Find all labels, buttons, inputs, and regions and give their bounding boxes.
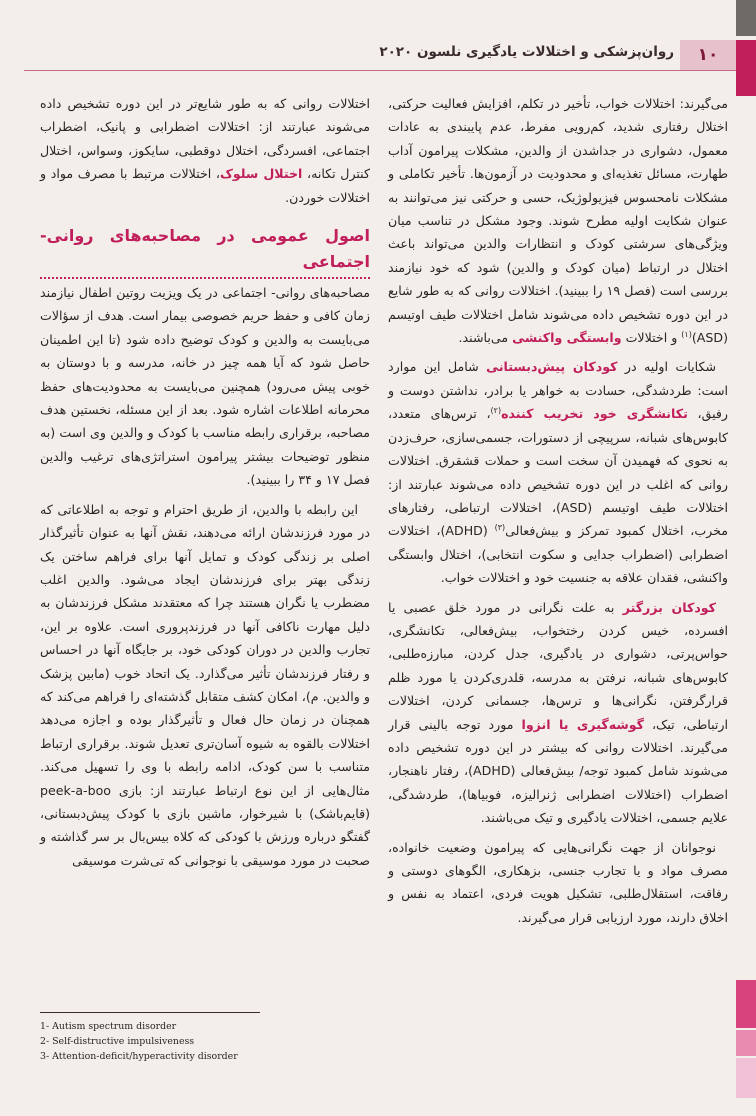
edge-tab-2 <box>736 1030 756 1056</box>
edge-tab-grey <box>736 0 756 36</box>
paragraph: کودکان بزرگتر به علت نگرانی در مورد خلق عصبی یا افسرده، خیس کردن رختخواب، بیش‌فعالی، تکانشگری، حواس‌پرتی، دشواری در یادگیری، جدل کردن، مبارزه‌طلبی، کابوس‌های شبانه، نرفتن به مدرسه، قلدری‌کردن یا مورد ظلم قرارگرفتن، نگرانی‌ها و ترس‌ها، جسمانی کردن، اختلالات ارتباطی، تیک، گوشه‌گیری یا انزوا مورد توجه بالینی قرار می‌گیرند. اختلالات روانی که بیشتر در این دوره تشخیص داده می‌شوند شامل کمبود توجه/ بیش‌فعالی (ADHD)، رفتار ناهنجار، اضطراب (اختلالات اضطرابی ژنرالیزه، فوبیاها)، طردشدگی، علایم جسمی، اختلالات یادگیری و تیک می‌باشند. <box>388 599 728 826</box>
highlight-term: اختلال سلوک <box>220 166 303 182</box>
footnote: 1- Autism spectrum disorder <box>40 1021 177 1032</box>
edge-tab-3 <box>736 1058 756 1098</box>
page-header <box>24 40 736 70</box>
paragraph: نوجوانان از جهت نگرانی‌هایی که پیرامون وضعیت خانواده، مصرف مواد و یا تجارب جنسی، بزهکاری، الگوهای دوستی و رفاقت، استقلال‌طلبی، تشکیل هویت فردی، اعتماد به نفس و اخلاق دارند، مورد ارزیابی قرار می‌گیرند. <box>388 839 728 925</box>
right-column <box>388 92 728 935</box>
paragraph: شکایات اولیه در کودکان پیش‌دبستانی شامل این موارد است: طردشدگی، حسادت به خواهر یا برادر، نداشتن دوست و رفیق، تکانشگری خود تخریب کننده$^{(۲)}$، ترس‌های متعدد، کابوس‌های شبانه، سرپیچی از دستورات، جسمی‌سازی، حرف‌زدن به نحوی که فهمیدن آن سخت است و حملات قشقرق. اختلالات روانی که اغلب در این دوره تشخیص داده می‌شوند عبارتند از: اختلالات طیف اوتیسم (ASD)، اختلالات ارتباطی، رفتارهای مخرب، اختلال کمبود تمرکز و بیش‌فعالی$^{(۳)}$ (ADHD)، اختلالات اضطرابی (اضطراب جدایی و سکوت انتخابی)، اختلال وابستگی واکنشی، فقدان علاقه به جنسیت خود و اختلالات خواب. <box>388 359 729 586</box>
highlight-term: گوشه‌گیری یا انزوا <box>521 716 644 732</box>
highlight-term: کودکان بزرگتر <box>622 599 717 615</box>
footnote: 2- Self-distructive impulsiveness <box>40 1036 195 1047</box>
edge-tab-1 <box>736 980 756 1028</box>
page-number: ۱۰ <box>680 40 736 70</box>
highlight-term: وابستگی واکنشی <box>512 330 622 346</box>
footnote: 3- Attention-deficit/hyperactivity disorder <box>40 1051 238 1062</box>
highlight-term: کودکان پیش‌دبستانی <box>486 359 618 375</box>
section-heading: اصول عمومی در مصاحبه‌های روانی- اجتماعی <box>40 223 370 279</box>
paragraph: اختلالات روانی که به طور شایع‌تر در این دوره تشخیص داده می‌شوند عبارتند از: اختلالات اضطرابی و پانیک، اضطراب اجتماعی، افسردگی، اختلال دوقطبی، سایکوز، وسواس، اختلال کنترل تکانه، اختلال سلوک، اختلالات مرتبط با مصرف مواد و اختلالات خوردن. <box>40 96 370 205</box>
paragraph: این رابطه با والدین، از طریق احترام و توجه به اطلاعاتی که در مورد فرزندشان ارائه می‌دهند، نقش آنها به عنوان تأثیرگذار اصلی بر زندگی کودک و تمایل آنها برای فراهم ساختن یک زندگی بهتر برای فرزندشان ایجاد می‌شود. والدین اغلب مضطرب یا نگران هستند چرا که معتقدند مشکل فرزندشان به دلیل مهارت ناکافی آنها در فرزندپروری است. علاوه بر این، تجارب والدین در دوران کودکی خود، بر جایگاه آنها در احساس و رفتار فرزندشان تأثیر می‌گذارد. یک اتحاد خوب (مابین پزشک و والدین. م)، امکان کشف متقابل گذشته‌ای را فراهم می‌کند که همچنان در زمان حال فعال و تأثیرگذار بوده و اجازه می‌دهد اختلالات بالقوه به شیوه آسان‌تری تعدیل شوند. برقراری ارتباط متناسب با سن کودک، ادامه رابطه با وی را تسهیل می‌کند. مثال‌هایی از این نوع ارتباط عبارتند از: بازی peek-a-boo (قایم‌باشک) با شیرخوار، ماشین بازی با کودک پیش‌دبستانی، گفتگو درباره ورزش با کودکی که کلاه بیس‌بال بر سر گذاشته و صحبت در مورد موسیقی با نوجوانی که تی‌شرت موسیقی <box>40 501 370 868</box>
edge-tab-chapter <box>736 40 756 96</box>
footnotes <box>40 1012 260 1064</box>
running-title: روان‌پزشکی و اختلالات یادگیری نلسون ۲۰۲۰ <box>379 44 674 60</box>
left-column <box>40 92 370 878</box>
header-rule <box>24 70 736 71</box>
highlight-term: تکانشگری خود تخریب کننده <box>501 406 688 422</box>
paragraph: مصاحبه‌های روانی- اجتماعی در یک ویزیت روتین اطفال نیازمند زمان کافی و حفظ حریم خصوصی بیمار است. هدف از سؤالات می‌بایست به والدین و کودک توضیح داده شود (تا این اطمینان حاصل شود که آیا همه چیز در خانه، مدرسه و با دوستان به خوبی پیش می‌رود) همچنین می‌بایست به محدودیت‌های حفظ محرمانه اطلاعات اشاره شود. بعد از این مسئله، نخستین هدف مصاحبه، برقراری رابطه مناسب با کودک و والدین وی است (به منظور توضیحات بیشتر پیرامون استراتژی‌های ترغیب والدین فصل ۱۷ و ۳۴ را ببینید). <box>40 285 370 488</box>
paragraph: می‌گیرند: اختلالات خواب، تأخیر در تکلم، افزایش فعالیت حرکتی، اختلال رفتاری شدید، کم‌رویی مفرط، عدم پایبندی به عادات معمول، دشواری در جداشدن از والدین، مشکلات پیرامون آداب طهارت، مسائل تغذیه‌ای و محدودیت در آزمون‌ها. تأخیر تکاملی و مشکلات نامحسوس فیزیولوژیک، حسی و حرکتی نیز می‌توانند به عنوان شکایت اولیه مطرح شوند. وجود مشکل در تناسب میان ویژگی‌های سرشتی کودک و انتظارات والدین می‌تواند باعث اختلال در ارتباط (میان کودک و والدین) شود که خود نیازمند بررسی است (فصل ۱۹ را ببینید). اختلالات روانی که به طور شایع در این دوره تشخیص داده می‌شوند شامل اختلالات طیف اوتیسم (ASD)$^{(۱)}$ و اختلالات وابستگی واکنشی می‌باشند. <box>388 96 728 346</box>
